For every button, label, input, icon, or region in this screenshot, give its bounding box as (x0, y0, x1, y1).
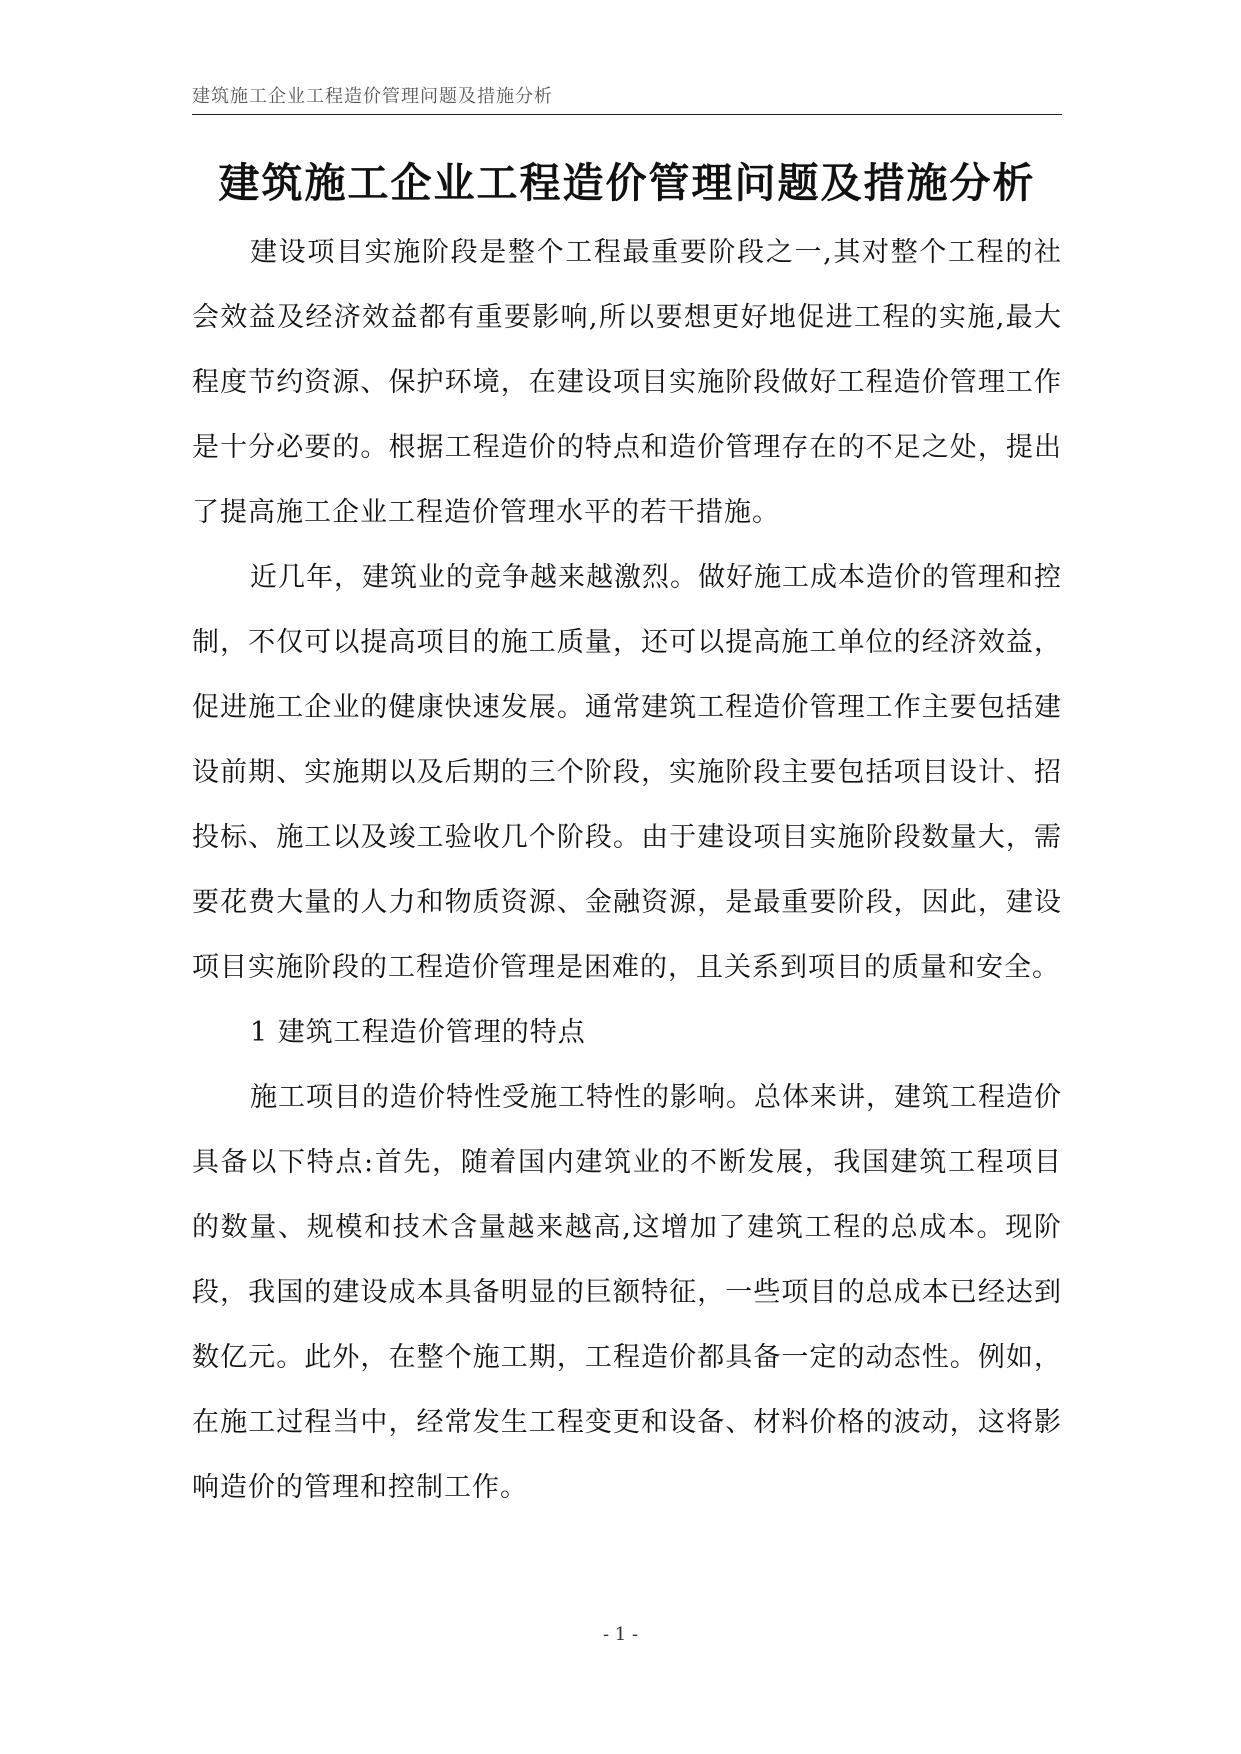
running-header-title: 建筑施工企业工程造价管理问题及措施分析 (192, 86, 553, 107)
document-title: 建筑施工企业工程造价管理问题及措施分析 (218, 159, 1036, 207)
document-body (192, 220, 1062, 1520)
section-heading: 1 建筑工程造价管理的特点 (250, 1017, 586, 1048)
intro-paragraph: 建设项目实施阶段是整个工程最重要阶段之一,其对整个工程的社会效益及经济效益都有重要影响,所以要想更好地促进工程的实施,最大程度节约资源、保护环境，在建设项目实施阶段做好工程造价管理工作是十分必要的。根据工程造价的特点和造价管理存在的不足之处，提出了提高施工企业工程造价管理水平的若干措施。 (192, 237, 1062, 528)
body-paragraph: 近几年，建筑业的竞争越来越激烈。做好施工成本造价的管理和控制，不仅可以提高项目的施工质量，还可以提高施工单位的经济效益，促进施工企业的健康快速发展。通常建筑工程造价管理工作主要包括建设前期、实施期以及后期的三个阶段，实施阶段主要包括项目设计、招投标、施工以及竣工验收几个阶段。由于建设项目实施阶段数量大，需要花费大量的人力和物质资源、金融资源，是最重要阶段，因此，建设项目实施阶段的工程造价管理是困难的，且关系到项目的质量和安全。 (192, 562, 1062, 983)
section-paragraph: 施工项目的造价特性受施工特性的影响。总体来讲，建筑工程造价具备以下特点:首先，随着国内建筑业的不断发展，我国建筑工程项目的数量、规模和技术含量越来越高,这增加了建筑工程的总成本。现阶段，我国的建设成本具备明显的巨额特征，一些项目的总成本已经达到数亿元。此外，在整个施工期，工程造价都具备一定的动态性。例如，在施工过程当中，经常发生工程变更和设备、材料价格的波动，这将影响造价的管理和控制工作。 (192, 1082, 1062, 1503)
page-header (192, 86, 1062, 115)
page-number: - 1 - (602, 1624, 639, 1645)
